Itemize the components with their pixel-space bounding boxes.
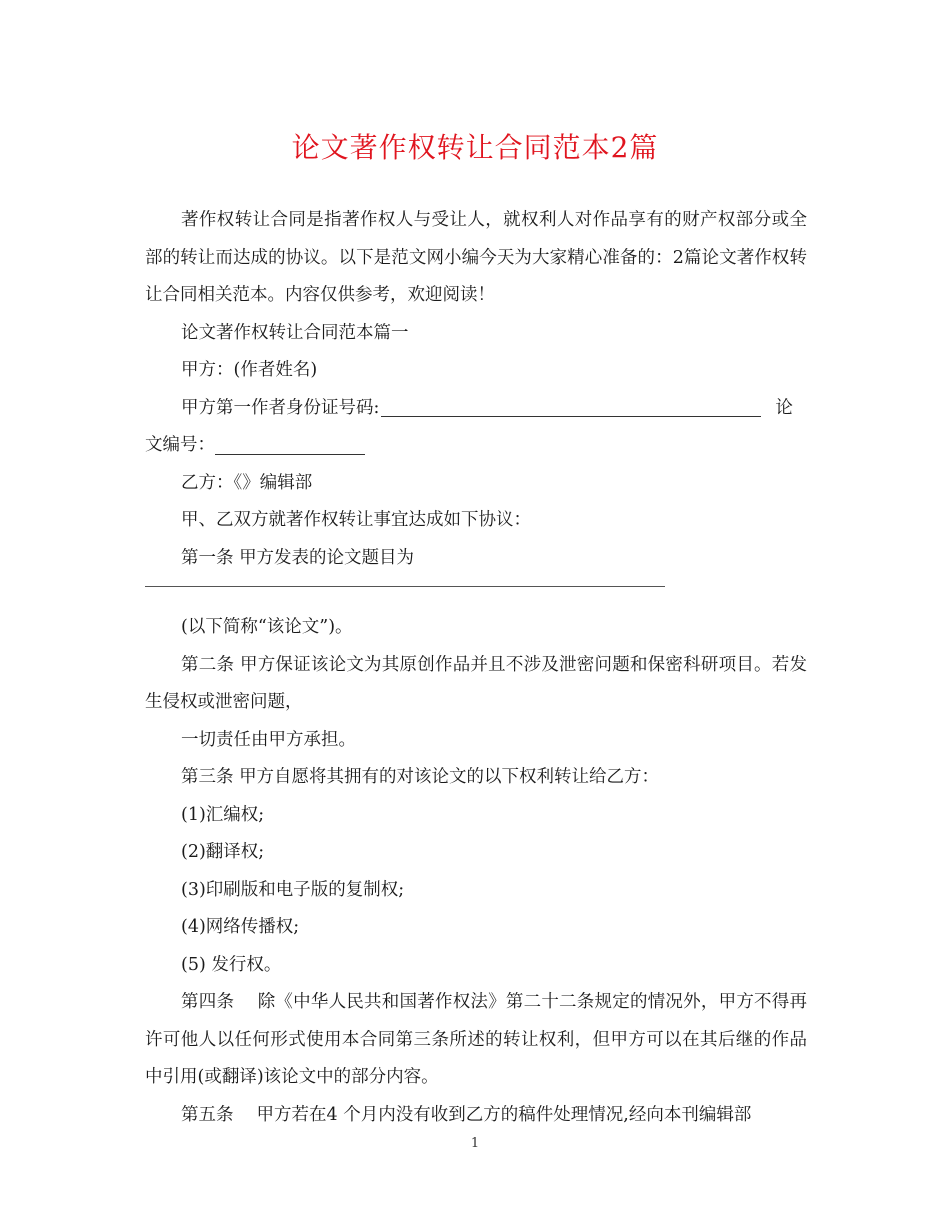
paper-number-blank [215,453,365,455]
section-heading: 论文著作权转让合同范本篇一 [181,322,409,343]
paper-title-blank [145,585,807,603]
article-3: 第三条 甲方自愿将其拥有的对该论文的以下权利转让给乙方： [181,767,660,787]
right-item: (1)汇编权; [181,804,265,825]
party-b-line: 乙方：《》编辑部 [181,472,313,493]
id-number-tail: 论 [775,397,793,418]
document-title: 论文著作权转让合同范本2篇 [291,131,659,164]
paper-number-label: 文编号： [145,435,215,455]
page-number: 1 [470,1136,480,1151]
article-1-continuation: (以下简称“该论文”)。 [181,617,353,637]
agreement-line: 甲、乙双方就著作权转让事宜达成如下协议： [181,510,531,530]
paper-title-underline [145,585,665,587]
right-item: (5) 发行权。 [181,954,282,975]
paper-number-line [145,427,807,465]
id-number-line [145,390,807,428]
right-item: (3)印刷版和电子版的复制权; [181,879,405,900]
article-5: 第五条 甲方若在4 个月内没有收到乙方的稿件处理情况,经向本刊编辑部 [181,1104,752,1125]
article-1: 第一条 甲方发表的论文题目为 [181,547,415,568]
article-2: 第二条 甲方保证该论文为其原创作品并且不涉及泄密问题和保密科研项目。若发生侵权或泄密问题， [145,654,807,712]
intro-paragraph: 著作权转让合同是指著作权人与受让人，就权利人对作品享有的财产权部分或全部的转让而达成的协议。以下是范文网小编今天为大家精心准备的：2篇论文著作权转让合同相关范本。内容仅供参考，欢迎阅读！ [145,210,807,305]
id-number-label: 甲方第一作者身份证号码: [181,397,380,418]
article-4: 第四条 除《中华人民共和国著作权法》第二十二条规定的情况外，甲方不得再许可他人以任何形式使用本合同第三条所述的转让权利，但甲方可以在其后继的作品中引用(或翻译)该论文中的部分内容。 [145,992,807,1087]
right-item: (2)翻译权; [181,842,265,862]
article-2-continuation: 一切责任由甲方承担。 [181,729,356,750]
id-number-blank [381,415,761,417]
document-body [145,202,807,1134]
right-item: (4)网络传播权; [181,917,300,937]
party-a-line: 甲方：(作者姓名) [181,360,318,380]
